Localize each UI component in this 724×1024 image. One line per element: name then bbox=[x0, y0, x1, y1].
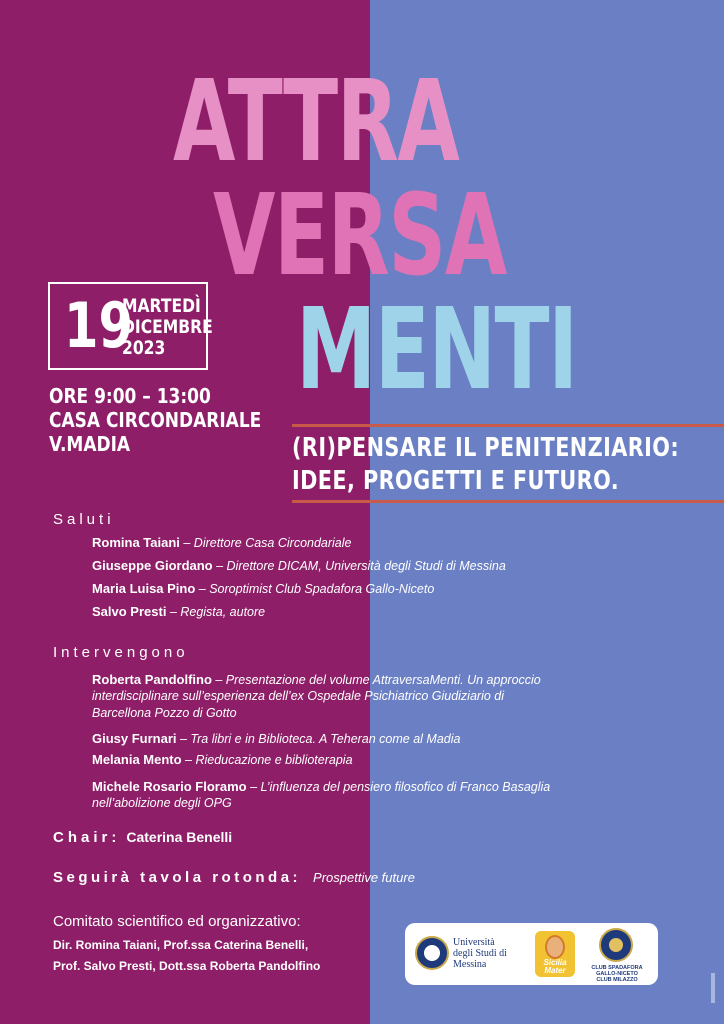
speaker-role: – Tra libri e in Biblioteca. A Teheran come al Madia bbox=[176, 732, 461, 746]
round-table-label: Seguirà tavola rotonda: bbox=[53, 869, 302, 886]
speaker-name: Roberta Pandolfino bbox=[92, 672, 212, 687]
date-year: 2023 bbox=[122, 337, 166, 359]
date-weekday: MARTEDÌ bbox=[122, 295, 201, 317]
university-name-line: Università bbox=[453, 937, 495, 948]
soroptimist-club-name bbox=[583, 965, 651, 983]
round-table-line bbox=[53, 869, 415, 886]
intervengono-heading: Intervengono bbox=[53, 644, 189, 661]
sicilia-mater-text bbox=[535, 959, 575, 975]
chair-line bbox=[53, 829, 232, 846]
subtitle bbox=[292, 432, 679, 498]
sicilia-mater-text-line: Mater bbox=[544, 966, 566, 975]
committee-heading: Comitato scientifico ed organizzativo: bbox=[53, 913, 301, 930]
event-street: V.MADIA bbox=[49, 432, 131, 456]
intervengono-item bbox=[92, 730, 692, 748]
committee-members bbox=[53, 935, 383, 977]
date-month: DICEMBRE bbox=[122, 316, 213, 338]
event-place bbox=[49, 384, 261, 456]
saluti-item bbox=[92, 557, 692, 575]
university-name-line: degli Studi di bbox=[453, 948, 507, 959]
title-line-1: ATTRA bbox=[173, 57, 459, 187]
intervengono-item bbox=[92, 778, 692, 796]
speaker-role: – Regista, autore bbox=[166, 605, 266, 619]
speaker-role-continued: Barcellona Pozzo di Gotto bbox=[92, 706, 237, 720]
sponsor-logos-panel bbox=[405, 923, 658, 985]
speaker-name: Giusy Furnari bbox=[92, 731, 177, 746]
soroptimist-club-line: CLUB MILAZZO bbox=[596, 977, 638, 983]
speaker-role: – Soroptimist Club Spadafora Gallo-Niceto bbox=[195, 582, 435, 596]
soroptimist-club-line: CLUB SPADAFORA GALLO-NICETO bbox=[591, 965, 643, 977]
date-box bbox=[48, 282, 213, 370]
speaker-name: Maria Luisa Pino bbox=[92, 581, 196, 596]
intervengono-item bbox=[92, 671, 692, 689]
saluti-heading: Saluti bbox=[53, 511, 115, 528]
soroptimist-seal-icon bbox=[599, 928, 633, 962]
university-seal-icon bbox=[415, 936, 449, 970]
committee-line-1: Dir. Romina Taiani, Prof.ssa Caterina Benelli, bbox=[53, 938, 309, 952]
chair-label: Chair: bbox=[53, 829, 121, 846]
subtitle-top-rule bbox=[292, 424, 724, 427]
subtitle-line-1: (RI)PENSARE IL PENITENZIARIO: bbox=[292, 433, 680, 463]
event-venue: CASA CIRCONDARIALE bbox=[49, 408, 262, 432]
date-day: 19 bbox=[64, 289, 134, 362]
speaker-name: Melania Mento bbox=[92, 752, 182, 767]
committee-line-2: Prof. Salvo Presti, Dott.ssa Roberta Pandolfino bbox=[53, 959, 321, 973]
saluti-item bbox=[92, 580, 692, 598]
date-text bbox=[122, 296, 213, 359]
speaker-name: Salvo Presti bbox=[92, 604, 167, 619]
corner-mark bbox=[711, 973, 715, 1003]
saluti-item bbox=[92, 534, 692, 552]
university-name bbox=[453, 937, 507, 970]
subtitle-bottom-rule bbox=[292, 500, 724, 503]
speaker-role-continued: interdisciplinare sull’esperienza dell’ex Ospedale Psichiatrico Giudiziario di bbox=[92, 689, 505, 703]
university-name-line: Messina bbox=[453, 959, 487, 970]
speaker-role-continued: nell’abolizione degli OPG bbox=[92, 796, 232, 810]
saluti-item bbox=[92, 603, 692, 621]
round-table-topic: Prospettive future bbox=[313, 870, 415, 885]
title-line-2: VERSA bbox=[213, 171, 506, 301]
title-line-3: MENTI bbox=[296, 285, 577, 415]
intervengono-item bbox=[92, 751, 692, 769]
speaker-role: – Direttore Casa Circondariale bbox=[179, 536, 352, 550]
subtitle-line-2: IDEE, PROGETTI E FUTURO. bbox=[292, 466, 619, 496]
speaker-role: – L’influenza del pensiero filosofico di Franco Basaglia bbox=[246, 780, 551, 794]
chair-name: Caterina Benelli bbox=[126, 829, 233, 845]
sicilia-mater-logo bbox=[535, 931, 575, 977]
speaker-name: Romina Taiani bbox=[92, 535, 180, 550]
speaker-role: – Rieducazione e biblioterapia bbox=[181, 753, 353, 767]
sicilia-mater-face-icon bbox=[545, 935, 565, 959]
speaker-name: Michele Rosario Floramo bbox=[92, 779, 247, 794]
speaker-role: – Direttore DICAM, Università degli Studi di Messina bbox=[212, 559, 506, 573]
speaker-role: – Presentazione del volume AttraversaMenti. Un approccio bbox=[211, 673, 541, 687]
sicilia-mater-text-line: Sicilia bbox=[543, 958, 567, 967]
speaker-name: Giuseppe Giordano bbox=[92, 558, 213, 573]
event-time: ORE 9:00 – 13:00 bbox=[49, 384, 211, 408]
